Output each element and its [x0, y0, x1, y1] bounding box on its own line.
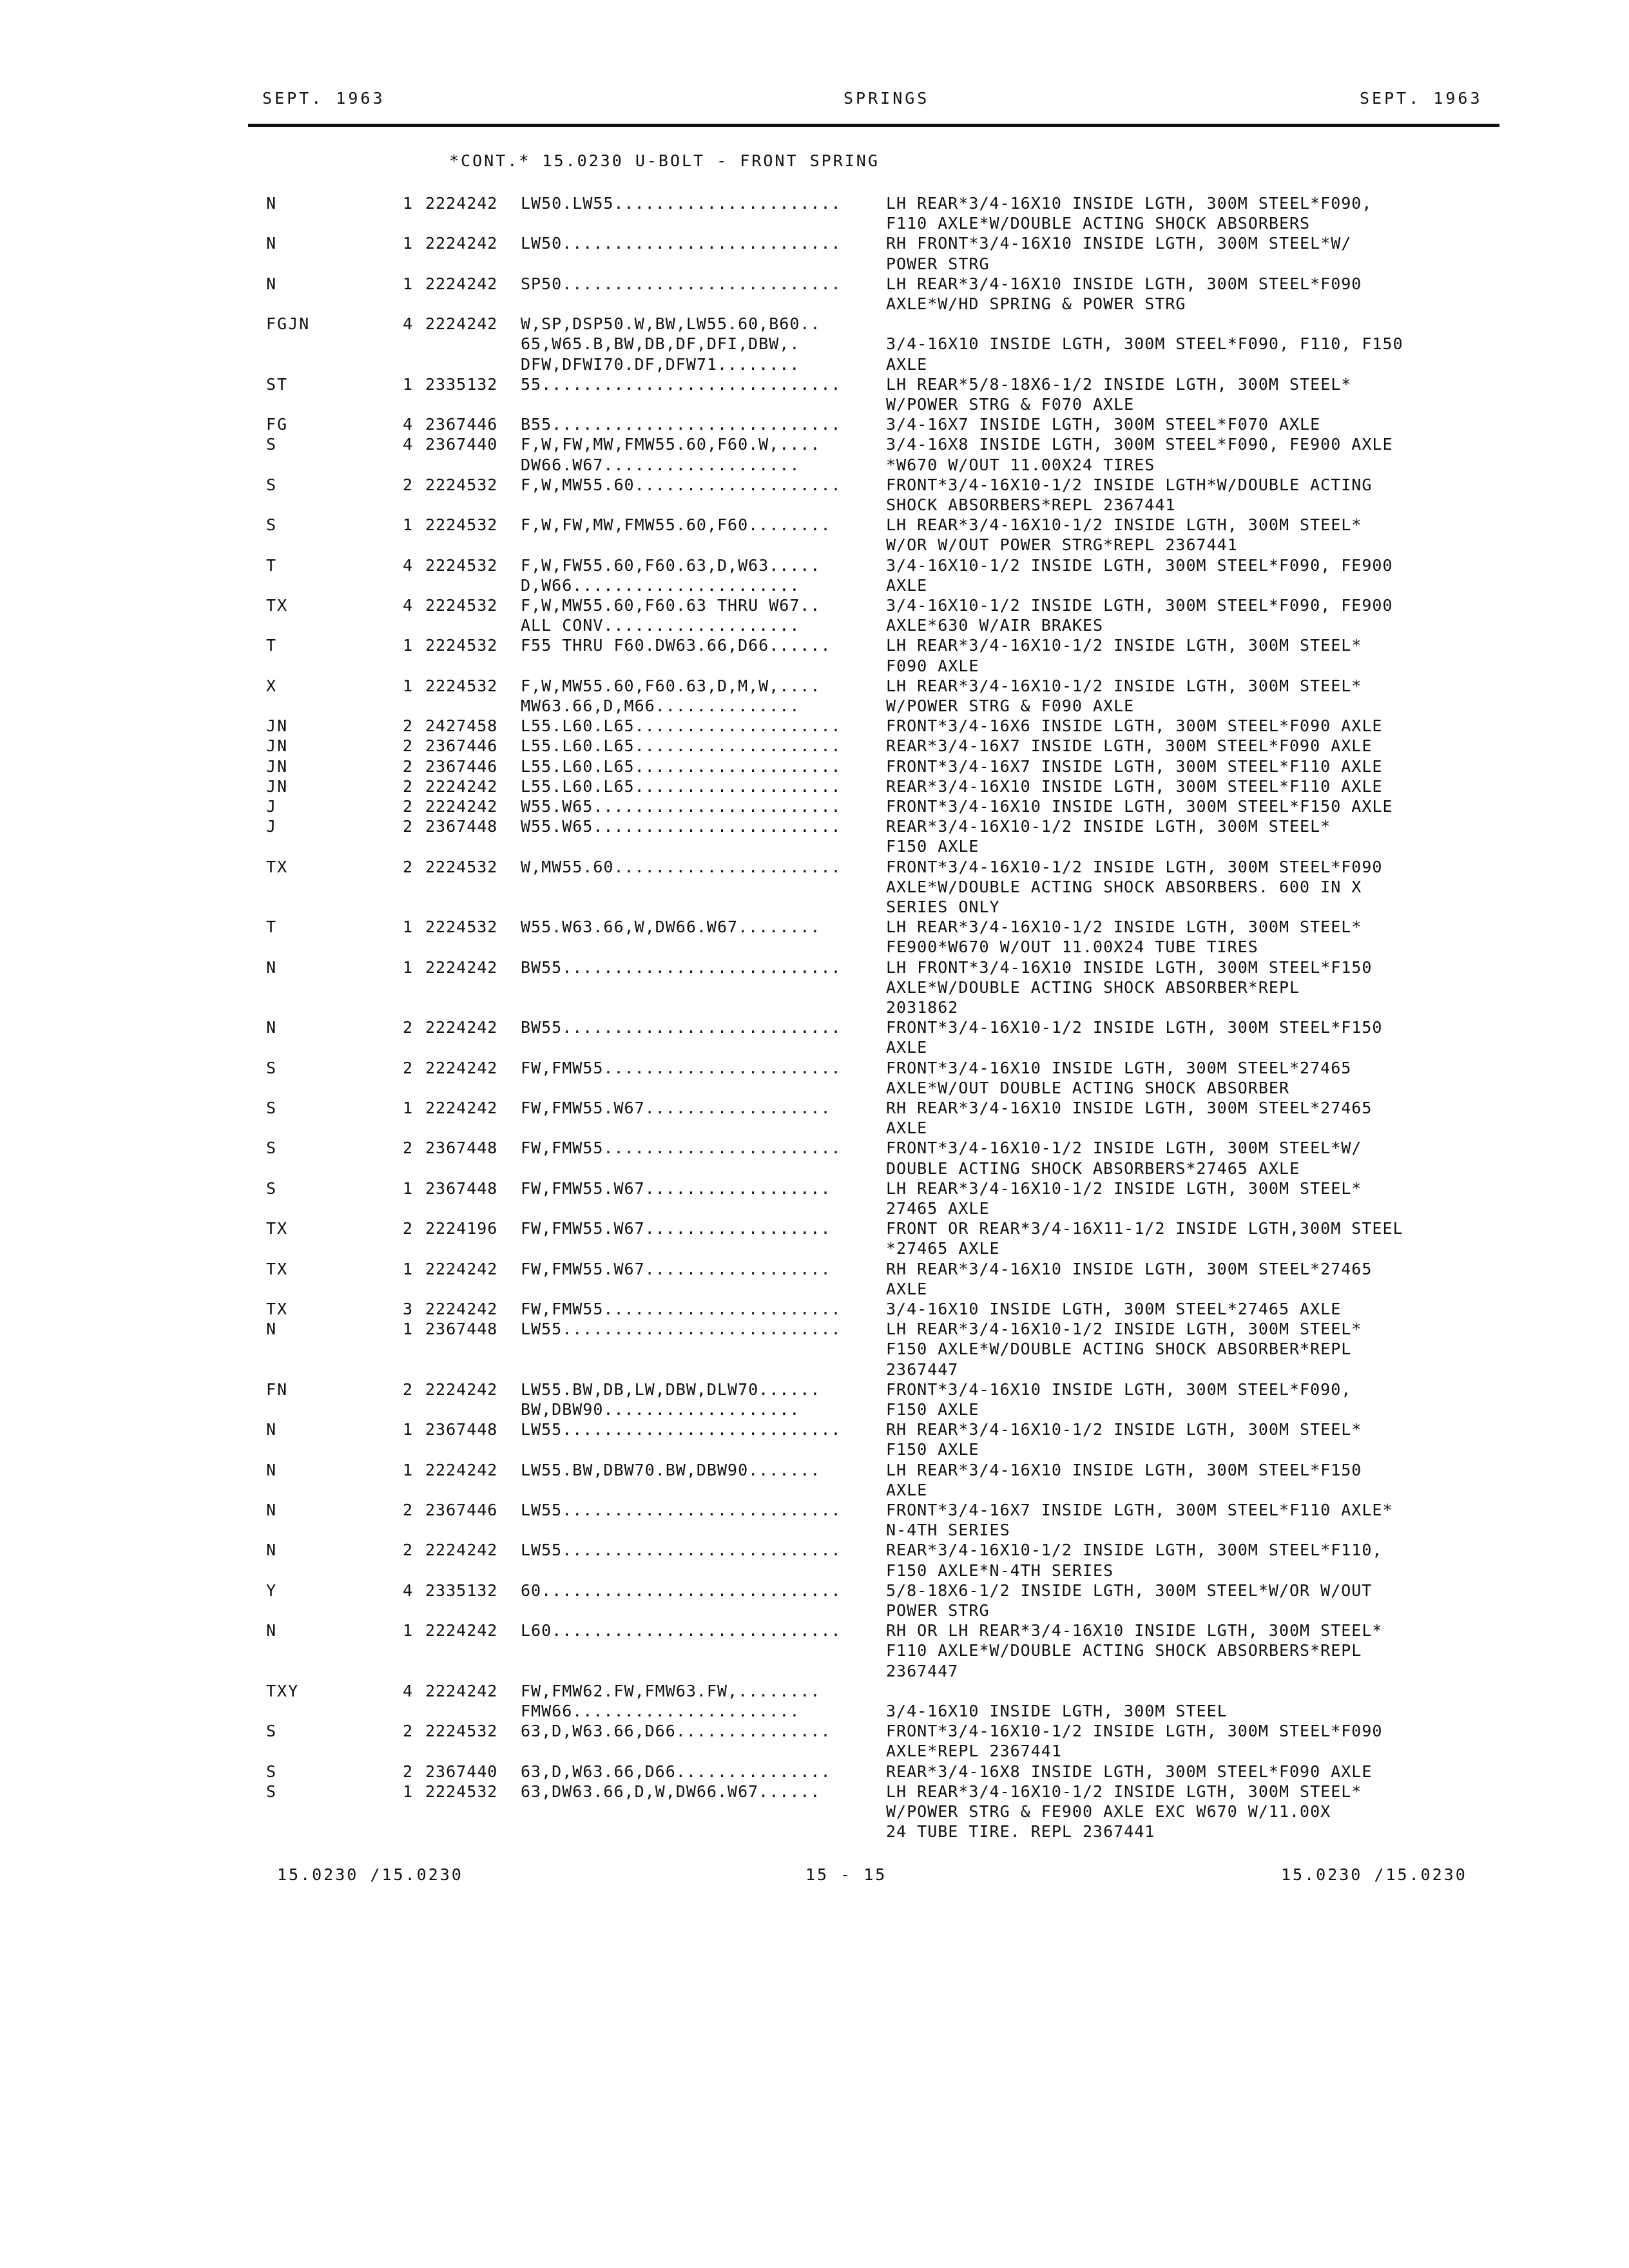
row-description: AXLE	[886, 1481, 928, 1499]
row-qty: 1	[403, 234, 413, 253]
row-qty: 1	[403, 194, 413, 213]
row-part-number: 2224242	[425, 958, 498, 977]
row-description: 5/8-18X6-1/2 INSIDE LGTH, 300M STEEL*W/OR W/OUT	[886, 1581, 1373, 1600]
row-description: N-4TH SERIES	[886, 1521, 1010, 1539]
row-qty: 2	[403, 1501, 413, 1519]
row-qty: 2	[403, 1380, 413, 1399]
row-models: D,W66......................	[521, 576, 800, 595]
row-code: S	[266, 1782, 278, 1801]
row-part-number: 2224242	[425, 234, 498, 253]
row-qty: 4	[403, 596, 413, 615]
row-models: 63,D,W63.66,D66...............	[521, 1722, 831, 1740]
row-description: LH REAR*3/4-16X10-1/2 INSIDE LGTH, 300M STEEL*	[886, 636, 1362, 655]
row-qty: 2	[403, 736, 413, 755]
row-part-number: 2224532	[425, 515, 498, 534]
row-description: F150 AXLE*N-4TH SERIES	[886, 1561, 1114, 1580]
row-models: MW63.66,D,M66..............	[521, 697, 800, 715]
row-code: N	[266, 194, 278, 213]
row-code: N	[266, 1018, 278, 1037]
row-part-number: 2224242	[425, 194, 498, 213]
row-description: LH REAR*3/4-16X10-1/2 INSIDE LGTH, 300M STEEL*	[886, 1179, 1362, 1198]
row-part-number: 2224532	[425, 918, 498, 936]
row-part-number: 2367448	[425, 1179, 498, 1198]
row-description: F150 AXLE	[886, 1400, 979, 1419]
row-description: AXLE*W/DOUBLE ACTING SHOCK ABSORBER*REPL	[886, 978, 1300, 997]
row-description: F110 AXLE*W/DOUBLE ACTING SHOCK ABSORBERS	[886, 214, 1311, 233]
row-part-number: 2224532	[425, 556, 498, 575]
row-models: 65,W65.B,BW,DB,DF,DFI,DBW,.	[521, 334, 800, 353]
row-models: LW50...........................	[521, 234, 842, 253]
row-description: 3/4-16X7 INSIDE LGTH, 300M STEEL*F070 AXLE	[886, 415, 1321, 434]
row-description: RH REAR*3/4-16X10 INSIDE LGTH, 300M STEEL*27465	[886, 1099, 1373, 1117]
row-part-number: 2367448	[425, 1420, 498, 1439]
row-code: TX	[266, 1219, 289, 1238]
row-qty: 2	[403, 1541, 413, 1559]
row-code: S	[266, 435, 278, 454]
row-qty: 4	[403, 435, 413, 454]
row-models: BW55...........................	[521, 1018, 842, 1037]
row-models: LW50.LW55......................	[521, 194, 842, 213]
row-description: W/OR W/OUT POWER STRG*REPL 2367441	[886, 535, 1238, 554]
row-description: 3/4-16X10-1/2 INSIDE LGTH, 300M STEEL*F090, FE900	[886, 556, 1393, 575]
row-part-number: 2367446	[425, 415, 498, 434]
row-qty: 2	[403, 858, 413, 876]
row-code: T	[266, 636, 278, 655]
row-description: F150 AXLE	[886, 1440, 979, 1459]
row-models: W55.W65........................	[521, 797, 842, 816]
row-code: S	[266, 476, 278, 494]
row-code: J	[266, 797, 278, 816]
row-models: F,W,FW55.60,F60.63,D,W63.....	[521, 556, 821, 575]
row-code: JN	[266, 757, 289, 776]
row-qty: 1	[403, 1179, 413, 1198]
row-description: AXLE*W/HD SPRING & POWER STRG	[886, 294, 1186, 313]
row-models: W,MW55.60......................	[521, 858, 842, 876]
row-models: BW55...........................	[521, 958, 842, 977]
row-models: FW,FMW62.FW,FMW63.FW,........	[521, 1682, 821, 1700]
row-qty: 2	[403, 1059, 413, 1077]
row-description: SHOCK ABSORBERS*REPL 2367441	[886, 495, 1176, 514]
row-part-number: 2335132	[425, 1581, 498, 1600]
row-description: AXLE*REPL 2367441	[886, 1742, 1062, 1760]
row-code: FGJN	[266, 314, 311, 333]
footer-left-ref: 15.0230 /15.0230	[277, 1865, 463, 1884]
row-description: LH REAR*3/4-16X10-1/2 INSIDE LGTH, 300M STEEL*	[886, 1782, 1362, 1801]
row-qty: 4	[403, 415, 413, 434]
row-description: SERIES ONLY	[886, 898, 1000, 916]
row-description: FRONT*3/4-16X10 INSIDE LGTH, 300M STEEL*F150 AXLE	[886, 797, 1393, 816]
row-part-number: 2367446	[425, 757, 498, 776]
row-qty: 1	[403, 1420, 413, 1439]
row-qty: 2	[403, 716, 413, 735]
row-qty: 2	[403, 1018, 413, 1037]
row-part-number: 2224532	[425, 476, 498, 494]
row-models: F,W,MW55.60,F60.63,D,M,W,....	[521, 677, 821, 695]
row-description: REAR*3/4-16X10-1/2 INSIDE LGTH, 300M STEEL*F110,	[886, 1541, 1383, 1559]
row-code: N	[266, 1420, 278, 1439]
row-description: FRONT*3/4-16X7 INSIDE LGTH, 300M STEEL*F110 AXLE*	[886, 1501, 1393, 1519]
row-description: 3/4-16X10 INSIDE LGTH, 300M STEEL	[886, 1702, 1228, 1720]
row-qty: 1	[403, 375, 413, 394]
row-models: L60............................	[521, 1621, 842, 1640]
row-description: AXLE	[886, 355, 928, 374]
row-qty: 2	[403, 1139, 413, 1157]
row-description: F090 AXLE	[886, 657, 979, 675]
row-description: AXLE*W/OUT DOUBLE ACTING SHOCK ABSORBER	[886, 1079, 1289, 1097]
row-description: AXLE	[886, 1280, 928, 1298]
row-part-number: 2224242	[425, 274, 498, 293]
row-part-number: 2367448	[425, 817, 498, 836]
row-code: JN	[266, 777, 289, 796]
row-qty: 4	[403, 1682, 413, 1700]
row-part-number: 2224242	[425, 1380, 498, 1399]
row-code: ST	[266, 375, 289, 394]
row-description: 2367447	[886, 1662, 959, 1680]
row-code: S	[266, 1059, 278, 1077]
row-qty: 1	[403, 958, 413, 977]
row-part-number: 2224242	[425, 1300, 498, 1318]
row-models: L55.L60.L65....................	[521, 777, 842, 796]
row-qty: 4	[403, 1581, 413, 1600]
row-models: 63,D,W63.66,D66...............	[521, 1762, 831, 1781]
row-models: 63,DW63.66,D,W,DW66.W67......	[521, 1782, 821, 1801]
row-description: LH FRONT*3/4-16X10 INSIDE LGTH, 300M STEEL*F150	[886, 958, 1373, 977]
row-description: FRONT*3/4-16X10-1/2 INSIDE LGTH*W/DOUBLE ACTING	[886, 476, 1373, 494]
row-models: L55.L60.L65....................	[521, 736, 842, 755]
row-qty: 2	[403, 797, 413, 816]
row-description: LH REAR*3/4-16X10 INSIDE LGTH, 300M STEEL*F090,	[886, 194, 1373, 213]
row-qty: 2	[403, 476, 413, 494]
row-description: F110 AXLE*W/DOUBLE ACTING SHOCK ABSORBERS*REPL	[886, 1641, 1362, 1660]
row-description: POWER STRG	[886, 255, 990, 273]
row-code: TX	[266, 1260, 289, 1278]
row-part-number: 2224242	[425, 1260, 498, 1278]
row-description: 27465 AXLE	[886, 1199, 990, 1218]
row-code: S	[266, 1722, 278, 1740]
row-models: LW55.BW,DBW70.BW,DBW90.......	[521, 1461, 821, 1479]
row-description: *W670 W/OUT 11.00X24 TIRES	[886, 456, 1155, 474]
row-code: N	[266, 234, 278, 253]
row-part-number: 2224532	[425, 677, 498, 695]
row-code: S	[266, 1762, 278, 1781]
row-models: DFW,DFWI70.DF,DFW71........	[521, 355, 800, 374]
row-description: 2031862	[886, 998, 959, 1017]
row-models: LW55.BW,DB,LW,DBW,DLW70......	[521, 1380, 821, 1399]
row-part-number: 2367440	[425, 435, 498, 454]
row-qty: 1	[403, 1621, 413, 1640]
row-models: W55.W65........................	[521, 817, 842, 836]
row-description: FRONT*3/4-16X10 INSIDE LGTH, 300M STEEL*27465	[886, 1059, 1352, 1077]
row-qty: 1	[403, 1260, 413, 1278]
row-qty: 2	[403, 777, 413, 796]
row-part-number: 2224242	[425, 1461, 498, 1479]
row-code: S	[266, 1139, 278, 1157]
row-description: F150 AXLE	[886, 837, 979, 856]
row-description: AXLE	[886, 1119, 928, 1137]
row-part-number: 2224242	[425, 1018, 498, 1037]
row-code: N	[266, 958, 278, 977]
row-description: RH FRONT*3/4-16X10 INSIDE LGTH, 300M STEEL*W/	[886, 234, 1352, 253]
row-description: AXLE	[886, 576, 928, 595]
row-code: N	[266, 1461, 278, 1479]
row-code: S	[266, 1179, 278, 1198]
row-code: JN	[266, 716, 289, 735]
row-qty: 2	[403, 1219, 413, 1238]
row-models: W55.W63.66,W,DW66.W67........	[521, 918, 821, 936]
row-qty: 1	[403, 636, 413, 655]
row-code: S	[266, 1099, 278, 1117]
row-part-number: 2335132	[425, 375, 498, 394]
footer-right-ref: 15.0230 /15.0230	[1281, 1865, 1467, 1884]
row-models: BW,DBW90...................	[521, 1400, 800, 1419]
row-code: FN	[266, 1380, 289, 1399]
row-description: 3/4-16X10-1/2 INSIDE LGTH, 300M STEEL*F090, FE900	[886, 596, 1393, 615]
row-description: FRONT*3/4-16X10 INSIDE LGTH, 300M STEEL*F090,	[886, 1380, 1352, 1399]
row-code: N	[266, 1501, 278, 1519]
row-qty: 2	[403, 817, 413, 836]
row-models: 55.............................	[521, 375, 842, 394]
row-models: FW,FMW55.W67..................	[521, 1260, 831, 1278]
row-code: FG	[266, 415, 289, 434]
row-description: 2367447	[886, 1360, 959, 1379]
row-qty: 1	[403, 1782, 413, 1801]
row-part-number: 2224242	[425, 777, 498, 796]
row-part-number: 2224532	[425, 636, 498, 655]
row-part-number: 2224242	[425, 1682, 498, 1700]
row-code: N	[266, 1541, 278, 1559]
row-description: FE900*W670 W/OUT 11.00X24 TUBE TIRES	[886, 937, 1258, 956]
row-description: FRONT OR REAR*3/4-16X11-1/2 INSIDE LGTH,300M STEEL	[886, 1219, 1403, 1238]
row-part-number: 2224196	[425, 1219, 498, 1238]
row-part-number: 2224242	[425, 1059, 498, 1077]
page-number: 15 - 15	[805, 1865, 887, 1884]
row-qty: 1	[403, 274, 413, 293]
row-qty: 1	[403, 1099, 413, 1117]
row-models: 60.............................	[521, 1581, 842, 1600]
row-part-number: 2367446	[425, 736, 498, 755]
row-models: W,SP,DSP50.W,BW,LW55.60,B60..	[521, 314, 821, 333]
row-qty: 4	[403, 314, 413, 333]
row-code: TXY	[266, 1682, 300, 1700]
row-description: AXLE	[886, 1038, 928, 1057]
row-description: LH REAR*5/8-18X6-1/2 INSIDE LGTH, 300M STEEL*	[886, 375, 1352, 394]
row-description: POWER STRG	[886, 1601, 990, 1620]
row-description: RH REAR*3/4-16X10 INSIDE LGTH, 300M STEEL*27465	[886, 1260, 1373, 1278]
row-code: TX	[266, 1300, 289, 1318]
row-qty: 4	[403, 556, 413, 575]
row-description: 3/4-16X10 INSIDE LGTH, 300M STEEL*27465 AXLE	[886, 1300, 1342, 1318]
row-description: FRONT*3/4-16X10-1/2 INSIDE LGTH, 300M STEEL*F090	[886, 858, 1383, 876]
row-models: F55 THRU F60.DW63.66,D66......	[521, 636, 831, 655]
row-description: *27465 AXLE	[886, 1239, 1000, 1258]
row-description: 24 TUBE TIRE. REPL 2367441	[886, 1822, 1155, 1841]
header-rule	[248, 124, 1499, 127]
row-description: W/POWER STRG & F090 AXLE	[886, 697, 1135, 715]
row-models: B55............................	[521, 415, 842, 434]
row-qty: 3	[403, 1300, 413, 1318]
row-qty: 1	[403, 515, 413, 534]
row-description: FRONT*3/4-16X6 INSIDE LGTH, 300M STEEL*F090 AXLE	[886, 716, 1383, 735]
row-models: LW55...........................	[521, 1420, 842, 1439]
row-models: F,W,FW,MW,FMW55.60,F60.W,....	[521, 435, 821, 454]
row-description: FRONT*3/4-16X10-1/2 INSIDE LGTH, 300M STEEL*F150	[886, 1018, 1383, 1037]
row-description: REAR*3/4-16X10-1/2 INSIDE LGTH, 300M STEEL*	[886, 817, 1331, 836]
row-qty: 2	[403, 757, 413, 776]
row-models: L55.L60.L65....................	[521, 757, 842, 776]
row-models: F,W,FW,MW,FMW55.60,F60........	[521, 515, 831, 534]
row-code: T	[266, 556, 278, 575]
header-section-title: SPRINGS	[843, 89, 930, 108]
row-models: F,W,MW55.60....................	[521, 476, 842, 494]
row-models: FW,FMW55.W67..................	[521, 1219, 831, 1238]
row-part-number: 2224242	[425, 1621, 498, 1640]
row-models: F,W,MW55.60,F60.63 THRU W67..	[521, 596, 821, 615]
row-description: FRONT*3/4-16X10-1/2 INSIDE LGTH, 300M STEEL*W/	[886, 1139, 1362, 1157]
row-models: L55.L60.L65....................	[521, 716, 842, 735]
row-code: J	[266, 817, 278, 836]
row-code: Y	[266, 1581, 278, 1600]
row-models: FMW66......................	[521, 1702, 800, 1720]
row-code: X	[266, 677, 278, 695]
row-part-number: 2224532	[425, 1722, 498, 1740]
row-description: REAR*3/4-16X7 INSIDE LGTH, 300M STEEL*F090 AXLE	[886, 736, 1373, 755]
row-part-number: 2224532	[425, 596, 498, 615]
row-models: SP50...........................	[521, 274, 842, 293]
row-qty: 2	[403, 1722, 413, 1740]
row-part-number: 2367448	[425, 1320, 498, 1338]
row-code: TX	[266, 596, 289, 615]
row-description: AXLE*630 W/AIR BRAKES	[886, 616, 1104, 635]
row-models: ALL CONV...................	[521, 616, 800, 635]
row-part-number: 2427458	[425, 716, 498, 735]
row-description: W/POWER STRG & F070 AXLE	[886, 395, 1135, 414]
header-date-right: SEPT. 1963	[1360, 89, 1483, 108]
row-models: DW66.W67...................	[521, 456, 800, 474]
row-description: LH REAR*3/4-16X10 INSIDE LGTH, 300M STEEL*F150	[886, 1461, 1362, 1479]
row-description: RH OR LH REAR*3/4-16X10 INSIDE LGTH, 300M STEEL*	[886, 1621, 1383, 1640]
row-code: N	[266, 1320, 278, 1338]
row-description: FRONT*3/4-16X10-1/2 INSIDE LGTH, 300M STEEL*F090	[886, 1722, 1383, 1740]
row-code: JN	[266, 736, 289, 755]
row-description: RH REAR*3/4-16X10-1/2 INSIDE LGTH, 300M STEEL*	[886, 1420, 1362, 1439]
header-date-left: SEPT. 1963	[262, 89, 385, 108]
row-part-number: 2224242	[425, 1099, 498, 1117]
row-description: 3/4-16X8 INSIDE LGTH, 300M STEEL*F090, FE900 AXLE	[886, 435, 1393, 454]
section-title: *CONT.* 15.0230 U-BOLT - FRONT SPRING	[449, 151, 880, 170]
row-code: S	[266, 515, 278, 534]
row-description: W/POWER STRG & FE900 AXLE EXC W670 W/11.00X	[886, 1802, 1331, 1821]
row-code: N	[266, 1621, 278, 1640]
row-models: FW,FMW55.......................	[521, 1059, 842, 1077]
row-description: LH REAR*3/4-16X10-1/2 INSIDE LGTH, 300M STEEL*	[886, 918, 1362, 936]
row-code: TX	[266, 858, 289, 876]
row-code: T	[266, 918, 278, 936]
row-models: LW55...........................	[521, 1541, 842, 1559]
row-models: FW,FMW55.W67..................	[521, 1099, 831, 1117]
row-part-number: 2367446	[425, 1501, 498, 1519]
row-models: LW55...........................	[521, 1320, 842, 1338]
row-description: FRONT*3/4-16X7 INSIDE LGTH, 300M STEEL*F110 AXLE	[886, 757, 1383, 776]
row-part-number: 2224242	[425, 797, 498, 816]
row-description: REAR*3/4-16X10 INSIDE LGTH, 300M STEEL*F110 AXLE	[886, 777, 1383, 796]
row-part-number: 2224532	[425, 858, 498, 876]
row-description: LH REAR*3/4-16X10-1/2 INSIDE LGTH, 300M STEEL*	[886, 515, 1362, 534]
row-description: DOUBLE ACTING SHOCK ABSORBERS*27465 AXLE	[886, 1159, 1300, 1178]
row-description: 3/4-16X10 INSIDE LGTH, 300M STEEL*F090, F110, F150	[886, 334, 1403, 353]
row-qty: 1	[403, 677, 413, 695]
row-description: F150 AXLE*W/DOUBLE ACTING SHOCK ABSORBER*REPL	[886, 1340, 1352, 1358]
row-description: LH REAR*3/4-16X10-1/2 INSIDE LGTH, 300M STEEL*	[886, 1320, 1362, 1338]
row-description: LH REAR*3/4-16X10-1/2 INSIDE LGTH, 300M STEEL*	[886, 677, 1362, 695]
row-models: FW,FMW55.......................	[521, 1300, 842, 1318]
row-qty: 1	[403, 1320, 413, 1338]
row-models: FW,FMW55.W67..................	[521, 1179, 831, 1198]
row-part-number: 2367448	[425, 1139, 498, 1157]
row-models: LW55...........................	[521, 1501, 842, 1519]
row-part-number: 2224242	[425, 1541, 498, 1559]
row-part-number: 2224242	[425, 314, 498, 333]
row-models: FW,FMW55.......................	[521, 1139, 842, 1157]
row-qty: 1	[403, 1461, 413, 1479]
row-part-number: 2224532	[425, 1782, 498, 1801]
row-code: N	[266, 274, 278, 293]
row-description: AXLE*W/DOUBLE ACTING SHOCK ABSORBERS. 600 IN X	[886, 878, 1362, 896]
row-qty: 2	[403, 1762, 413, 1781]
row-part-number: 2367440	[425, 1762, 498, 1781]
row-description: LH REAR*3/4-16X10 INSIDE LGTH, 300M STEEL*F090	[886, 274, 1362, 293]
row-description: REAR*3/4-16X8 INSIDE LGTH, 300M STEEL*F090 AXLE	[886, 1762, 1373, 1781]
row-qty: 1	[403, 918, 413, 936]
